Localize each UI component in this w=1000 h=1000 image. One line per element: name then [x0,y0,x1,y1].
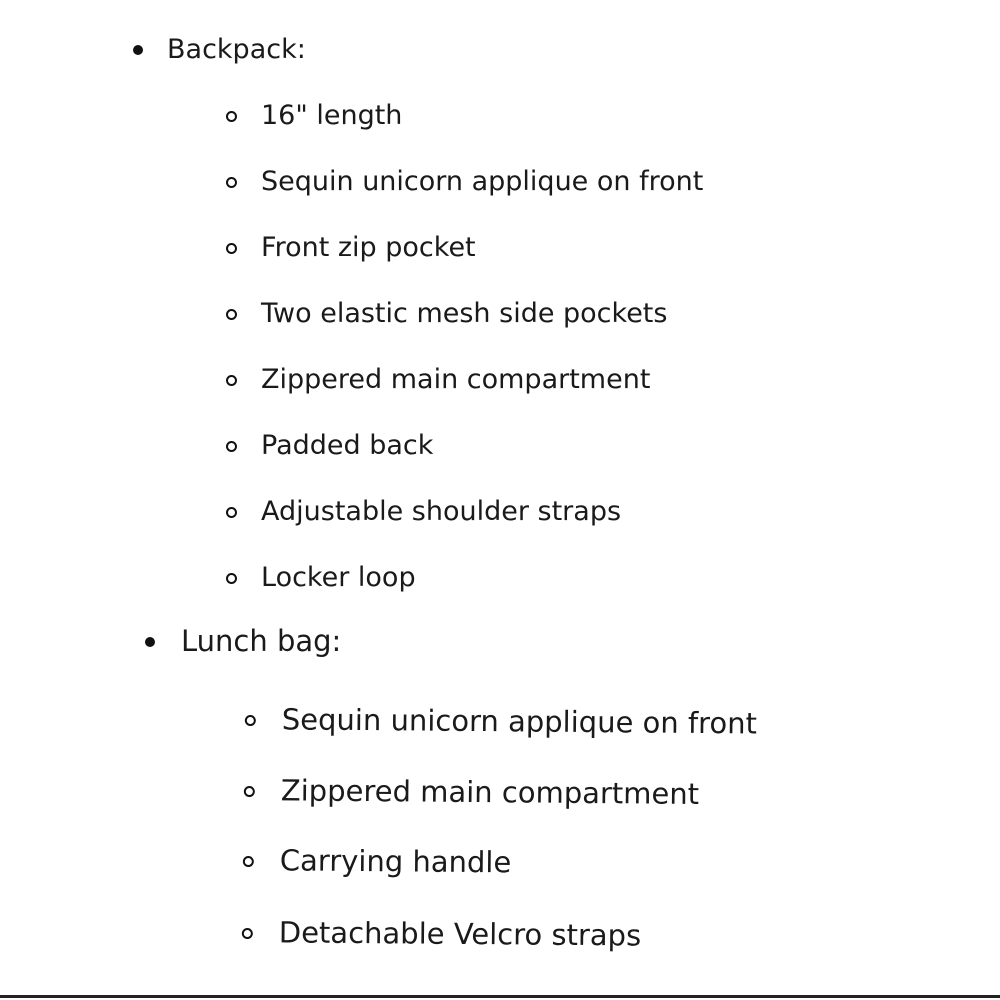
sub-list-item-label: Zippered main compartment [280,773,700,811]
list-item-lunch-bag [145,624,545,658]
bullet-circle-icon [226,309,237,320]
bullet-circle-icon [226,573,237,584]
bullet-circle-icon [226,441,237,452]
sub-list-item-label: Sequin unicorn applique on front [281,702,758,741]
sub-list-item-label: Two elastic mesh side pockets [261,298,668,329]
bullet-circle-icon [226,177,237,188]
sub-list-item-label: Locker loop [261,562,416,593]
sub-list-item-label: Zippered main compartment [261,364,651,395]
sub-list-item-label: Front zip pocket [261,232,476,263]
bullet-circle-icon [226,507,237,518]
sub-list-item-label: Adjustable shoulder straps [261,496,622,527]
bullet-dot-icon [145,637,155,647]
sub-list-item-label: Carrying handle [279,843,512,880]
bullet-dot-icon [133,45,143,55]
section-heading: Backpack: [167,34,306,65]
bullet-circle-icon [245,715,256,726]
sub-list-item-label: Padded back [261,430,434,461]
bullet-circle-icon [242,928,253,939]
sub-list-item-label: Detachable Velcro straps [278,915,642,953]
bullet-circle-icon [243,856,254,867]
bullet-circle-icon [244,786,255,797]
bottom-divider [0,995,1000,998]
section-heading: Lunch bag: [181,624,342,658]
list-item-backpack [133,33,533,67]
bullet-circle-icon [226,243,237,254]
bullet-circle-icon [226,375,237,386]
bullet-circle-icon [226,111,237,122]
sub-list-item-label: Sequin unicorn applique on front [261,166,704,197]
sub-list-item-label: 16" length [261,100,403,131]
